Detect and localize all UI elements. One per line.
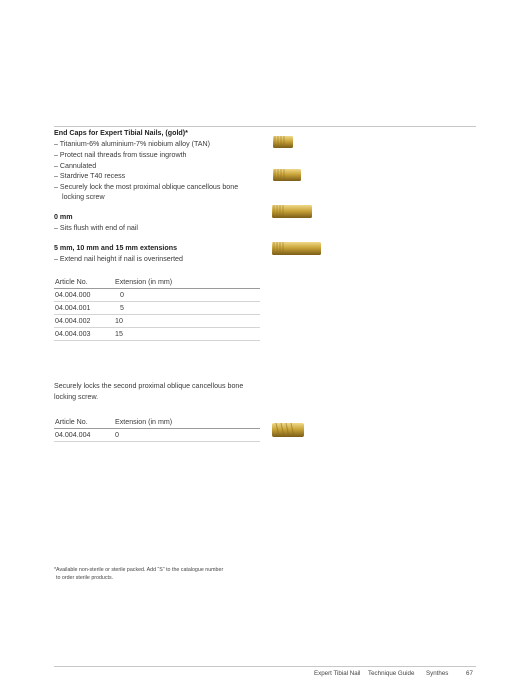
top-rule: [54, 126, 476, 127]
end-cap-15mm-image: [271, 240, 322, 257]
bullet-item: – Stardrive T40 recess: [54, 172, 126, 180]
extension-value: 10: [115, 317, 123, 325]
table-header-row: [54, 276, 260, 289]
extension-value: 5: [120, 304, 124, 312]
footer-doc-type: Technique Guide: [368, 670, 415, 677]
zero-mm-heading: 0 mm: [54, 213, 73, 221]
bullet-item: – Protect nail threads from tissue ingrowth: [54, 151, 187, 159]
table-row: [54, 302, 260, 315]
article-table-2: [54, 416, 260, 442]
extension-value: 0: [115, 431, 119, 439]
bullet-item: – Securely lock the most proximal oblique cancellous bone: [54, 183, 239, 191]
section-title: End Caps for Expert Tibial Nails, (gold)*: [54, 129, 188, 137]
header-article-no: Article No.: [55, 418, 88, 426]
footnote-line: to order sterile products.: [56, 575, 114, 581]
end-cap-5mm-image: [272, 167, 302, 183]
bullet-item-continuation: locking screw: [62, 193, 105, 201]
extension-value: 0: [120, 291, 124, 299]
end-cap-10mm-image: [271, 203, 313, 220]
table-header-row: [54, 416, 260, 429]
footer-doc-title: Expert Tibial Nail: [314, 670, 361, 677]
table-row: [54, 429, 260, 442]
bullet-item: – Cannulated: [54, 162, 97, 170]
bullet-item: – Titanium-6% aluminium-7% niobium alloy (TAN): [54, 140, 210, 148]
section2-description-line: locking screw.: [54, 393, 99, 401]
header-extension: Extension (in mm): [115, 278, 173, 286]
bottom-rule: [54, 666, 476, 667]
article-no: 04.004.000: [55, 291, 91, 299]
article-no: 04.004.002: [55, 317, 91, 325]
extensions-heading: 5 mm, 10 mm and 15 mm extensions: [54, 244, 178, 252]
page-number: 67: [466, 670, 473, 677]
table-row: [54, 315, 260, 328]
zero-mm-text: – Sits flush with end of nail: [54, 224, 138, 232]
footnote-line: *Available non-sterile or sterile packed. Add “S” to the catalogue number: [54, 567, 224, 573]
end-cap-0mm-image: [272, 134, 294, 150]
article-no: 04.004.003: [55, 330, 91, 338]
extensions-text: – Extend nail height if nail is overinserted: [54, 255, 183, 263]
article-no: 04.004.004: [55, 431, 91, 439]
header-article-no: Article No.: [55, 278, 88, 286]
article-table-1: [54, 276, 260, 341]
section2-description-line: Securely locks the second proximal oblique cancellous bone: [54, 382, 244, 390]
header-extension: Extension (in mm): [115, 418, 173, 426]
table-row: [54, 328, 260, 341]
footer-brand: Synthes: [426, 670, 449, 677]
table-row: [54, 289, 260, 302]
article-no: 04.004.001: [55, 304, 91, 312]
extension-value: 15: [115, 330, 123, 338]
end-cap-second-screw-image: [271, 421, 305, 439]
